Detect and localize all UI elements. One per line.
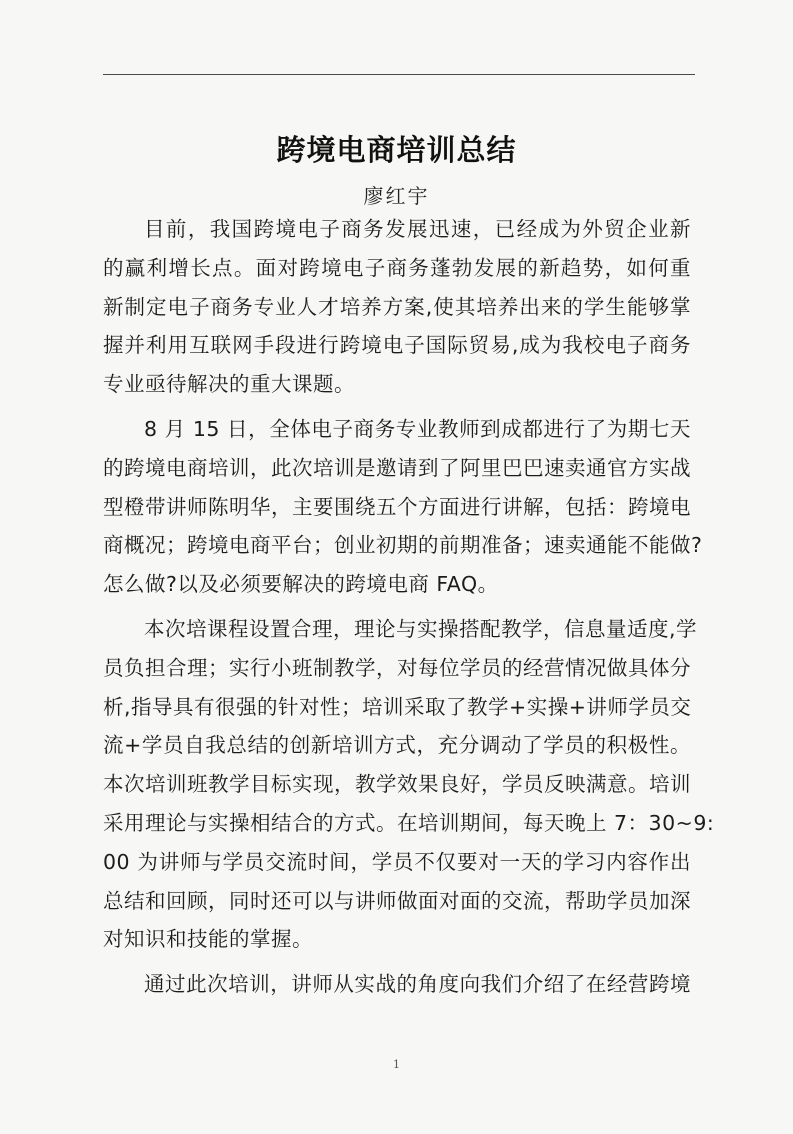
paragraph — [103, 610, 715, 959]
page-number: 1 — [393, 1058, 400, 1071]
paragraph — [103, 410, 703, 604]
text-line: 怎么做?以及必须要解决的跨境电商 FAQ。 — [103, 572, 499, 597]
paragraph — [103, 965, 691, 1004]
text-line: 员负担合理；实行小班制教学，对每位学员的经营情况做具体分 — [103, 655, 691, 680]
text-line: 本次培课程设置合理，理论与实操搭配教学，信息量适度,学 — [144, 616, 698, 641]
text-line: 目前，我国跨境电子商务发展迅速，已经成为外贸企业新 — [144, 217, 691, 241]
text-line: 的赢利增长点。面对跨境电子商务蓬勃发展的新趋势，如何重 — [103, 255, 691, 280]
text-line: 8 月 15 日，全体电子商务专业教师到成都进行了为期七天 — [144, 416, 691, 441]
author-name: 廖红宇 — [363, 184, 430, 208]
text-line: 总结和回顾，同时还可以与讲师做面对面的交流，帮助学员加深 — [103, 888, 691, 913]
text-line: 流+学员自我总结的创新培训方式，充分调动了学员的积极性。 — [103, 733, 691, 758]
text-line: 通过此次培训，讲师从实战的角度向我们介绍了在经营跨境 — [144, 972, 691, 997]
paragraph — [103, 210, 691, 404]
document-title: 跨境电商培训总结 — [276, 133, 517, 167]
text-line: 对知识和技能的掌握。 — [103, 927, 313, 952]
text-line: 的跨境电商培训，此次培训是邀请到了阿里巴巴速卖通官方实战 — [103, 455, 691, 480]
text-line: 专业亟待解决的重大课题。 — [103, 372, 355, 397]
text-line: 型橙带讲师陈明华，主要围绕五个方面进行讲解，包括：跨境电 — [103, 494, 691, 519]
text-line: 握并利用互联网手段进行跨境电子国际贸易,成为我校电子商务 — [103, 333, 691, 358]
header-rule — [103, 74, 695, 75]
text-line: 析,指导具有很强的针对性；培训采取了教学+实操+讲师学员交 — [103, 694, 692, 719]
text-line: 商概况；跨境电商平台；创业初期的前期准备；速卖通能不能做? — [103, 533, 703, 558]
text-line: 采用理论与实操相结合的方式。在培训期间，每天晚上 7：30~9: — [103, 810, 715, 835]
text-line: 本次培训班教学目标实现，教学效果良好，学员反映满意。培训 — [103, 772, 691, 797]
body-text — [103, 210, 715, 1004]
text-line: 00 为讲师与学员交流时间，学员不仅要对一天的学习内容作出 — [103, 849, 691, 874]
text-line: 新制定电子商务专业人才培养方案,使其培养出来的学生能够掌 — [103, 294, 691, 319]
